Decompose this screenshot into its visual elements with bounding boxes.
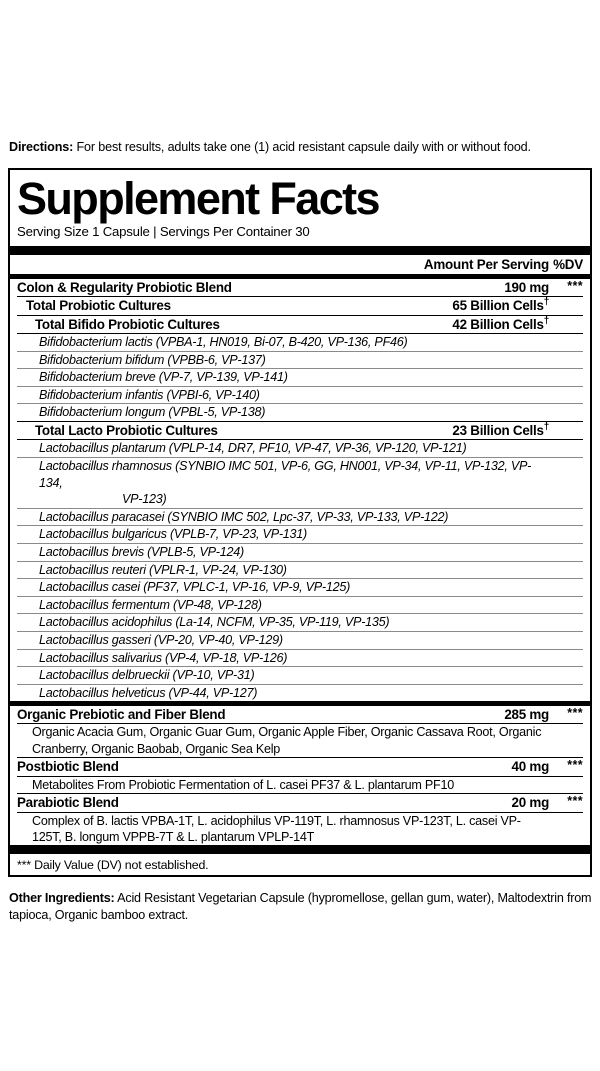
ingredient-amount: 65 Billion Cells† [452, 296, 549, 313]
ingredient-name: Lactobacillus delbrueckii (VP-10, VP-31) [39, 668, 255, 683]
ingredient-name: Bifidobacterium bifidum (VPBB-6, VP-137) [39, 352, 266, 367]
dv-header: %DV [553, 257, 583, 272]
ingredient-daily-value: *** [567, 794, 583, 809]
ingredient-row [17, 544, 583, 561]
ingredient-name: Lactobacillus casei (PF37, VPLC-1, VP-16, VP-9, VP-125) [39, 580, 351, 595]
ingredient-row [17, 369, 583, 386]
ingredient-name: Postbiotic Blend [17, 759, 119, 775]
serving-size-line: Serving Size 1 Capsule | Servings Per Container 30 [17, 224, 310, 239]
ingredient-amount: 20 mg [511, 795, 549, 811]
ingredient-row [17, 316, 583, 334]
ingredient-name: Organic Prebiotic and Fiber Blend [17, 706, 226, 722]
ingredient-row [17, 597, 583, 614]
directions-label: Directions: [9, 140, 74, 154]
ingredient-row [17, 614, 583, 631]
ingredient-name: Lactobacillus acidophilus (La-14, NCFM, VP-35, VP-119, VP-135) [39, 615, 390, 630]
ingredient-row [17, 404, 583, 421]
ingredient-row [17, 632, 583, 649]
other-ingredients-label: Other Ingredients: [9, 891, 115, 905]
ingredient-row [17, 667, 583, 684]
ingredient-row [17, 422, 583, 440]
ingredient-row [17, 813, 583, 846]
ingredient-name: Bifidobacterium breve (VP-7, VP-139, VP-141) [39, 370, 288, 385]
directions-text: For best results, adults take one (1) acid resistant capsule daily with or without food. [73, 140, 531, 154]
ingredient-name: Bifidobacterium lactis (VPBA-1, HN019, Bi-07, B-420, VP-136, PF46) [39, 335, 408, 349]
ingredient-row [17, 352, 583, 369]
ingredient-row [17, 509, 583, 526]
ingredient-daily-value: *** [567, 705, 583, 720]
ingredient-name: Lactobacillus brevis (VPLB-5, VP-124) [39, 545, 244, 560]
divider-thick-top [10, 246, 590, 255]
ingredient-name: Organic Acacia Gum, Organic Guar Gum, Organic Apple Fiber, Organic Cassava Root, Organic Cranberry, Organic Baobab, Organic Sea Kelp [32, 725, 542, 756]
ingredient-name: Lactobacillus gasseri (VP-20, VP-40, VP-129) [39, 633, 283, 647]
ingredient-name: Lactobacillus fermentum (VP-48, VP-128) [39, 597, 262, 612]
panel-title: Supplement Facts [17, 173, 379, 224]
ingredient-name: Colon & Regularity Probiotic Blend [17, 279, 232, 295]
ingredient-amount: 42 Billion Cells† [452, 315, 549, 332]
ingredient-name: Bifidobacterium infantis (VPBI-6, VP-140) [39, 387, 260, 402]
other-ingredients-line [9, 890, 597, 924]
ingredient-daily-value: *** [567, 758, 583, 773]
supplement-facts-panel [8, 168, 592, 877]
ingredient-row [17, 777, 583, 793]
ingredient-row [17, 685, 583, 702]
ingredient-name: Metabolites From Probiotic Fermentation of L. casei PF37 & L. plantarum PF10 [32, 777, 454, 792]
ingredient-amount: 23 Billion Cells† [452, 421, 549, 438]
ingredient-name: Parabiotic Blend [17, 795, 119, 811]
ingredient-row [17, 758, 583, 776]
ingredient-name: Total Probiotic Cultures [26, 298, 171, 313]
ingredient-row [17, 458, 583, 508]
ingredient-row [17, 706, 583, 724]
ingredient-row [17, 387, 583, 404]
ingredient-name: Total Bifido Probiotic Cultures [35, 316, 220, 332]
ingredient-row [17, 579, 583, 596]
ingredient-name: Lactobacillus plantarum (VPLP-14, DR7, PF10, VP-47, VP-36, VP-120, VP-121) [39, 441, 467, 456]
ingredient-row [17, 334, 583, 351]
ingredient-daily-value: *** [567, 278, 583, 293]
divider-thick-bottom [10, 845, 590, 854]
ingredient-amount: 285 mg [504, 706, 549, 722]
daily-value-note: *** Daily Value (DV) not established. [17, 858, 209, 873]
ingredient-name: Lactobacillus helveticus (VP-44, VP-127) [39, 685, 258, 700]
ingredient-amount: 190 mg [504, 279, 549, 295]
ingredient-name: Bifidobacterium longum (VPBL-5, VP-138) [39, 405, 266, 420]
ingredient-row [17, 297, 583, 315]
ingredient-row [17, 526, 583, 543]
ingredient-name: Complex of B. lactis VPBA-1T, L. acidophilus VP-119T, L. rhamnosus VP-123T, L. casei VP-125T, B. longum VPPB-7T & L. plantarum VPLP-14T [32, 813, 521, 844]
other-ingredients-text: Acid Resistant Vegetarian Capsule (hypromellose, gellan gum, water), Maltodextrin from tapioca, Organic bamboo extract. [9, 891, 592, 922]
ingredient-row [17, 562, 583, 579]
directions-line [9, 139, 593, 155]
ingredient-row [17, 650, 583, 667]
amount-per-serving-header: Amount Per Serving [423, 257, 549, 272]
ingredient-row [17, 440, 583, 457]
ingredient-name: Lactobacillus reuteri (VPLR-1, VP-24, VP-130) [39, 562, 287, 577]
ingredient-row [17, 724, 583, 757]
ingredient-amount: 40 mg [511, 759, 549, 775]
ingredient-name: Lactobacillus salivarius (VP-4, VP-18, VP-126) [39, 650, 288, 665]
ingredient-name: Total Lacto Probiotic Cultures [35, 422, 218, 438]
ingredient-row [17, 794, 583, 812]
ingredient-name: Lactobacillus paracasei (SYNBIO IMC 502, Lpc-37, VP-33, VP-133, VP-122) [39, 509, 449, 524]
ingredient-rows [10, 279, 590, 846]
ingredient-name: Lactobacillus rhamnosus (SYNBIO IMC 501, VP-6, GG, HN001, VP-34, VP-11, VP-132, VP-134, VP-123) [39, 459, 532, 507]
amount-header-row [17, 257, 583, 274]
ingredient-name: Lactobacillus bulgaricus (VPLB-7, VP-23, VP-131) [39, 527, 308, 542]
ingredient-row [17, 279, 583, 297]
